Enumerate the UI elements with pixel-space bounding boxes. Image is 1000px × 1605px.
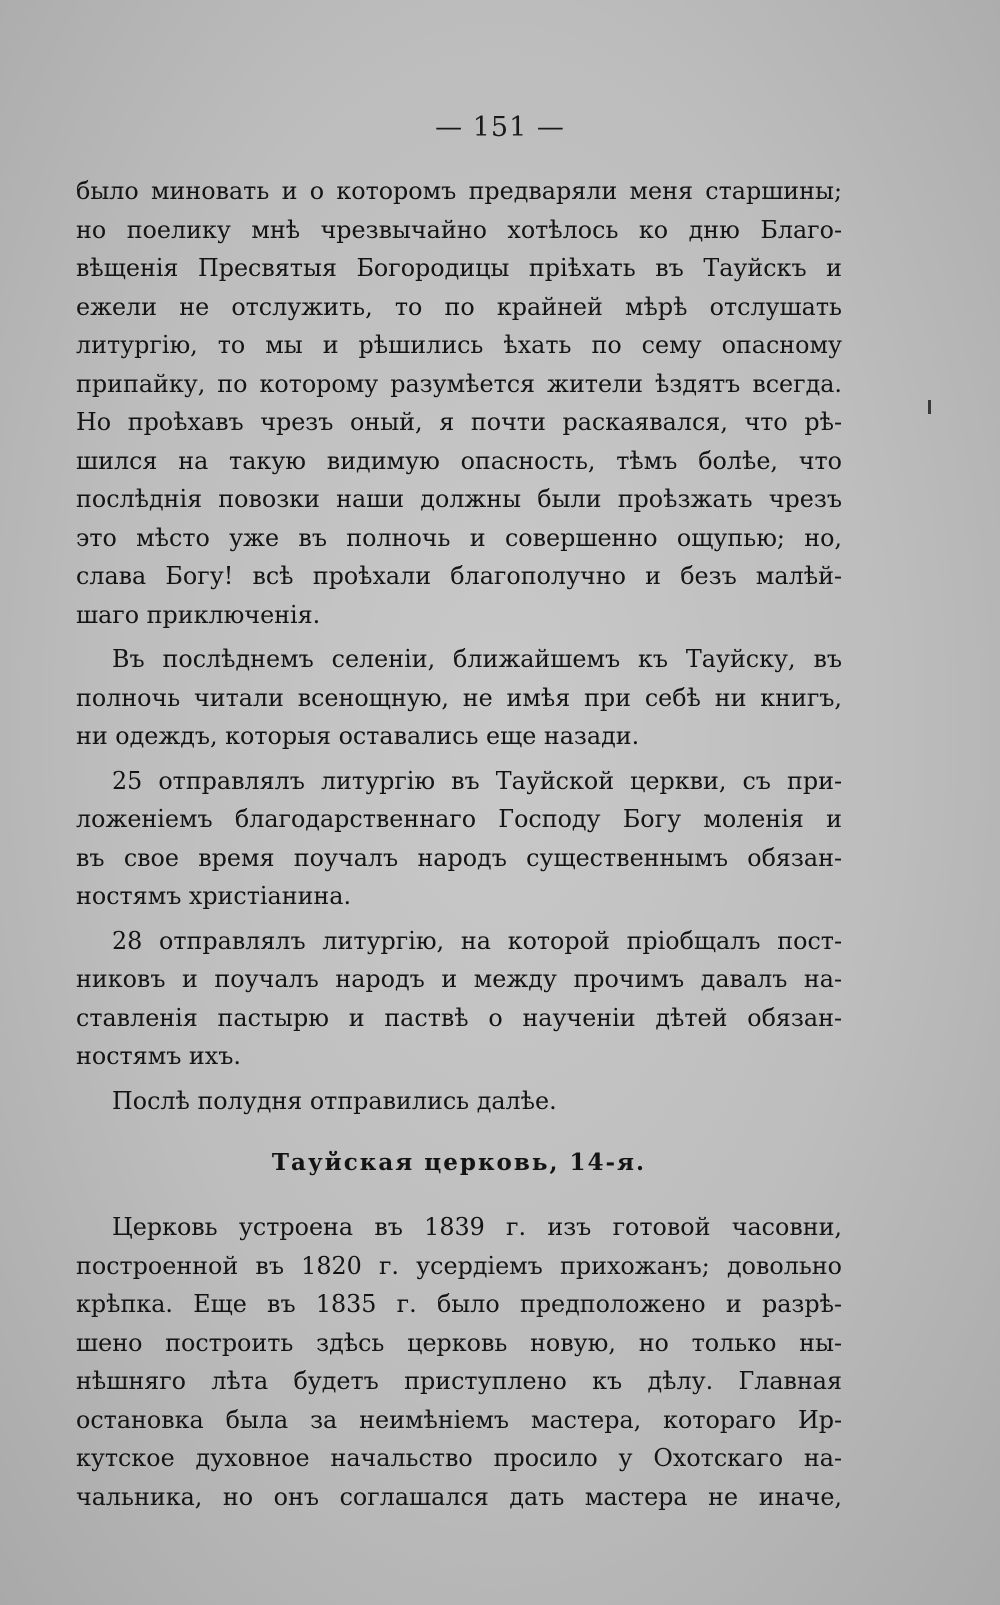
text-line: 25 отправлялъ литургію въ Тауйской церкви, съ при-: [112, 766, 842, 795]
text-line: нѣшняго лѣта будетъ приступлено къ дѣлу. Главная: [76, 1367, 842, 1395]
section-heading: Тауйская церковь, 14-я.: [271, 1149, 647, 1176]
text-line: остановка была за неимѣніемъ мастера, котораго Ир-: [76, 1405, 842, 1434]
text-line: никовъ и поучалъ народъ и между прочимъ давалъ на-: [76, 965, 842, 993]
text-line: ставленія пастырю и паствѣ о наученіи дѣтей обязан-: [76, 1003, 842, 1032]
section-paragraph-1: [76, 1208, 842, 1516]
text-line: Въ послѣднемъ селеніи, ближайшемъ къ Тауйску, въ: [112, 645, 842, 673]
text-line: шено построить здѣсь церковь новую, но только ны-: [76, 1328, 842, 1357]
text-line: Но проѣхавъ чрезъ оный, я почти раскаявался, что рѣ-: [76, 408, 842, 436]
paragraph-1: [76, 172, 842, 634]
paragraph-5: [76, 1082, 842, 1121]
paragraph-2: [76, 640, 842, 756]
text-line: ложеніемъ благодарственнаго Господу Богу моленія и: [76, 805, 842, 833]
text-line: Церковь устроена въ 1839 г. изъ готовой часовни,: [112, 1213, 842, 1241]
text-line: слава Богу! всѣ проѣхали благополучно и безъ малѣй-: [76, 562, 842, 590]
paragraph-3: [76, 762, 842, 916]
text-line: полночь читали всенощную, не имѣя при себѣ ни книгъ,: [76, 683, 842, 712]
text-line: шился на такую видимую опасность, тѣмъ болѣе, что: [76, 446, 842, 475]
text-line: было миновать и о которомъ предваряли меня старшины;: [76, 177, 842, 205]
text-line: кутское духовное начальство просило у Охотскаго на-: [76, 1444, 842, 1472]
paragraph-4: [76, 922, 842, 1076]
text-line: 28 отправлялъ литургію, на которой пріобщалъ пост-: [112, 926, 842, 955]
page-number: — 151 —: [435, 112, 565, 143]
text-line: ни одеждъ, которыя оставались еще назади.: [76, 722, 640, 750]
text-column: [76, 172, 842, 1522]
text-line: построенной въ 1820 г. усердіемъ прихожанъ; довольно: [76, 1251, 842, 1280]
text-line: Послѣ полудня отправились далѣе.: [112, 1086, 557, 1115]
text-line: ежели не отслужить, то по крайней мѣрѣ отслушать: [76, 292, 842, 321]
text-line: вѣщенія Пресвятыя Богородицы пріѣхать въ Тауйскъ и: [76, 254, 842, 282]
text-line: ностямъ христіанина.: [76, 882, 352, 910]
text-line: это мѣсто уже въ полночь и совершенно ощупью; но,: [76, 523, 842, 552]
text-line: въ свое время поучалъ народъ существеннымъ обязан-: [76, 843, 842, 872]
text-line: крѣпка. Еще въ 1835 г. было предположено и разрѣ-: [76, 1290, 842, 1318]
text-line: но поелику мнѣ чрезвычайно хотѣлось ко дню Благо-: [76, 215, 842, 244]
text-line: шаго приключенія.: [76, 600, 321, 629]
text-line: припайку, по которому разумѣется жители ѣздятъ всегда.: [76, 369, 842, 398]
text-line: ностямъ ихъ.: [76, 1042, 241, 1070]
text-line: послѣднія повозки наши должны были проѣзжать чрезъ: [76, 485, 842, 513]
text-line: чальника, но онъ соглашался дать мастера не иначе,: [76, 1482, 842, 1511]
margin-mark: [928, 400, 931, 414]
text-line: литургію, то мы и рѣшились ѣхать по сему опасному: [76, 331, 842, 359]
